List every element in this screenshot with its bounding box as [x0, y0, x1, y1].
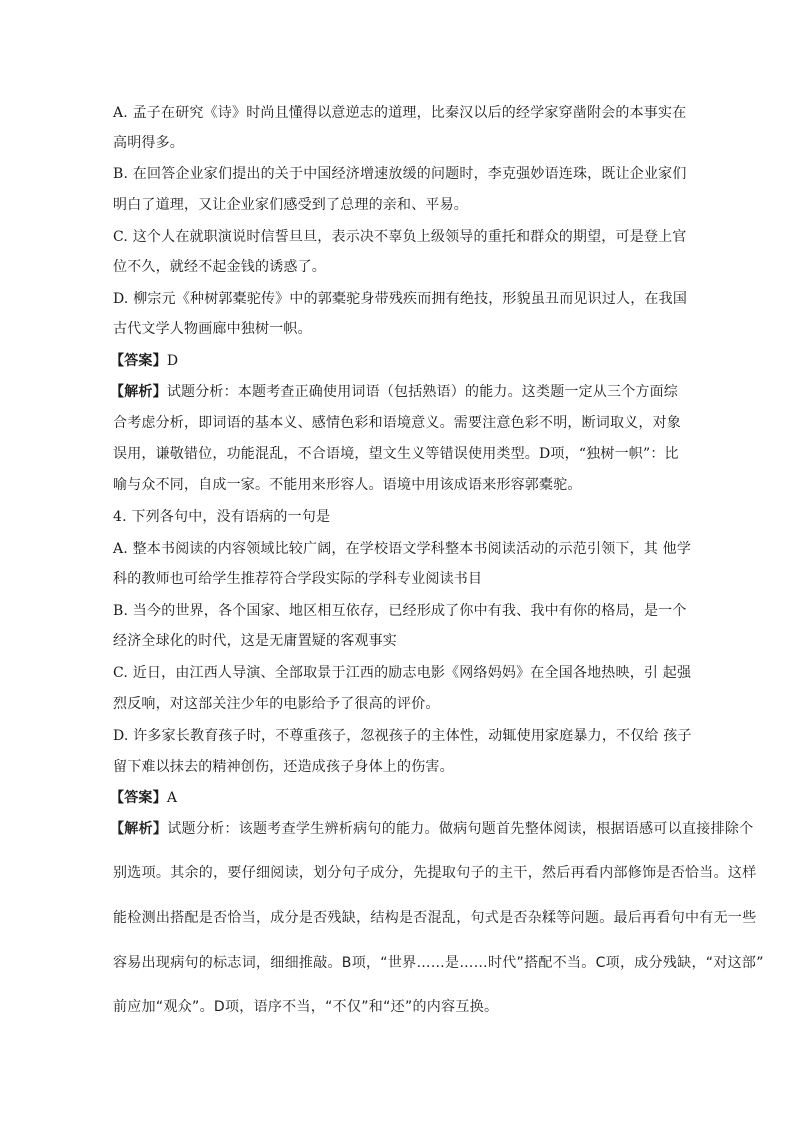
answer-value: D — [166, 353, 179, 369]
analysis-text: 试题分析：该题考查学生辨析病句的能力。做病句题首先整体阅读，根据语感可以直接排除个 — [167, 821, 754, 837]
analysis-text: 试题分析：本题考查正确使用词语（包括熟语）的能力。这类题一定从三个方面综 — [166, 384, 679, 400]
q3-option-d-line2: 古代文学人物画廊中独树一帜。 — [113, 321, 312, 337]
q4-option-b-line1: B. 当今的世界，各个国家、地区相互依存，已经形成了你中有我、我中有你的格局，是一个 — [113, 603, 687, 619]
q4-analysis-line2: 别选项。其余的，要仔细阅读，划分句子成分，先提取句子的主干，然后再看内部修饰是否恰当。这样 — [113, 865, 757, 881]
q4-analysis-line1 — [110, 818, 754, 840]
answer-value: A — [166, 790, 178, 806]
q3-option-a-line1: A. 孟子在研究《诗》时尚且懂得以意逆志的道理，比秦汉以后的经学家穿凿附会的本事实在 — [113, 105, 687, 121]
q3-analysis-line3: 误用，谦敬错位，功能混乱，不合语境，望文生义等错误使用类型。D项，“独树一帜”：比 — [113, 446, 679, 462]
q4-analysis-line3: 能检测出搭配是否恰当，成分是否残缺，结构是否混乱，句式是否杂糅等问题。最后再看句中有无一些 — [113, 910, 757, 926]
q4-option-d-line1: D. 许多家长教育孩子时，不尊重孩子，忽视孩子的主体性，动辄使用家庭暴力，不仅给 孩子 — [113, 728, 692, 744]
q3-analysis-line4: 喻与众不同，自成一家。不能用来形容人。语境中用该成语来形容郭橐驼。 — [113, 477, 582, 493]
q3-analysis-line1 — [110, 382, 678, 402]
answer-label: 【答案】 — [110, 790, 167, 806]
q4-answer — [110, 788, 177, 808]
q4-option-c-line2: 烈反响，对这部关注少年的电影给予了很高的评价。 — [113, 696, 440, 712]
analysis-label: 【解析】 — [110, 821, 168, 837]
analysis-label: 【解析】 — [110, 384, 167, 400]
q3-option-c-line2: 位不久，就经不起金钱的诱惑了。 — [113, 259, 326, 275]
q3-answer — [110, 351, 178, 371]
q3-option-c-line1: C. 这个人在就职演说时信誓旦旦，表示决不辜负上级领导的重托和群众的期望，可是登上官 — [113, 229, 687, 245]
q4-option-a-line1: A. 整本书阅读的内容领域比较广阔，在学校语文学科整本书阅读活动的示范引领下，其 他学 — [113, 541, 692, 557]
q4-option-a-line2: 科的教师也可给学生推荐符合学段实际的学科专业阅读书目 — [113, 571, 483, 587]
q3-option-a-line2: 高明得多。 — [113, 135, 184, 151]
q4-analysis-line5: 前应加“观众”。D项，语序不当，“不仅”和“还”的内容互换。 — [113, 999, 499, 1015]
q3-analysis-line2: 合考虑分析，即词语的基本义、感情色彩和语境意义。需要注意色彩不明，断词取义，对象 — [113, 415, 681, 431]
q3-option-d-line1: D. 柳宗元《种树郭橐驼传》中的郭橐驼身带残疾而拥有绝技，形貌虽丑而见识过人，在我国 — [113, 291, 688, 307]
q4-analysis-line4: 容易出现病句的标志词，细细推敲。B项，“世界……是……时代”搭配不当。C项，成分残缺，“对这部” — [113, 955, 764, 971]
q4-option-c-line1: C. 近日，由江西人导演、全部取景于江西的励志电影《网络妈妈》在全国各地热映，引 起强 — [113, 665, 692, 681]
q4-stem: 4. 下列各句中，没有语病的一句是 — [113, 509, 331, 525]
q3-option-b-line1: B. 在回答企业家们提出的关于中国经济增速放缓的问题时，李克强妙语连珠，既让企业家们 — [113, 166, 687, 182]
q3-option-b-line2: 明白了道理，又让企业家们感受到了总理的亲和、平易。 — [113, 197, 468, 213]
answer-label: 【答案】 — [110, 353, 167, 369]
q4-option-d-line2: 留下难以抹去的精神创伤，还造成孩子身体上的伤害。 — [113, 759, 454, 775]
q4-option-b-line2: 经济全球化的时代，这是无庸置疑的客观事实 — [113, 633, 397, 649]
